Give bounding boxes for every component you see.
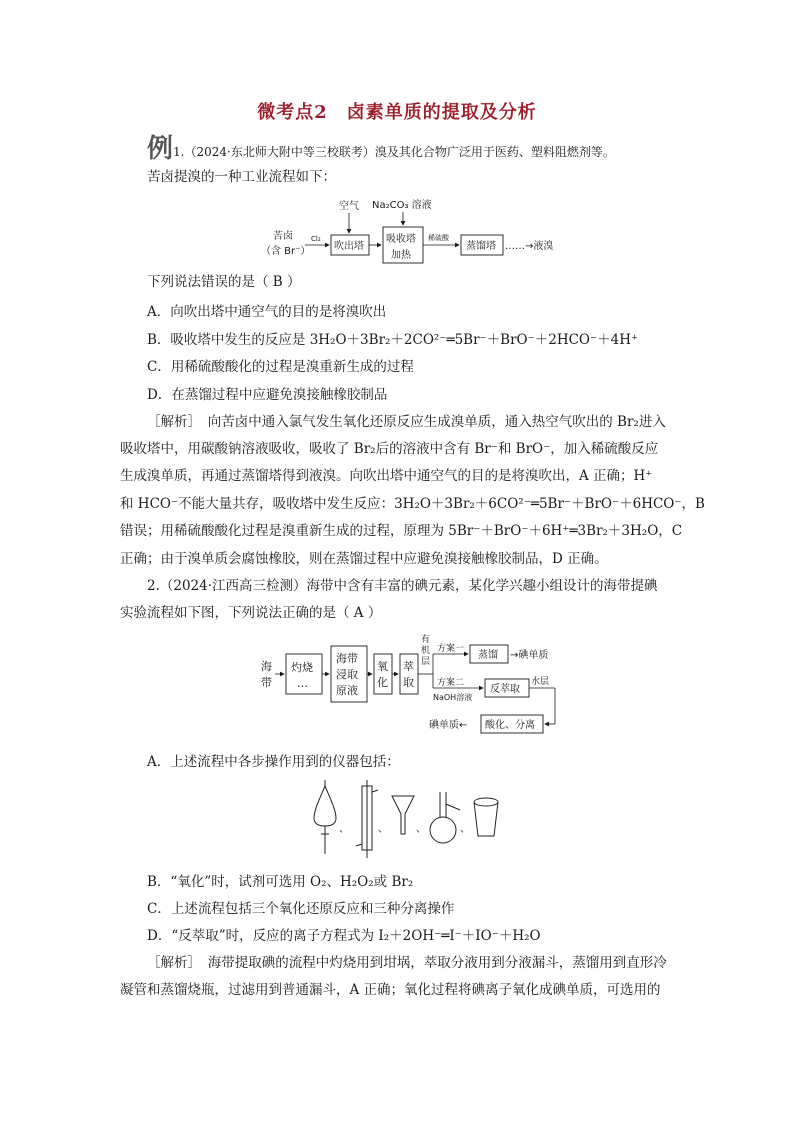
q2-stem-line1: 2.（2024·江西高三检测）海带中含有丰富的碘元素，某化学兴趣小组设计的海带提碘 [147,578,658,594]
q2-analysis-line2: 凝管和蒸馏烧瓶，过滤用到普通漏斗，A 正确；氧化过程将碘离子氧化成碘单质，可选用的 [120,982,661,998]
apparatus-separator-2: 、 [378,824,388,835]
flow1-cl2-label: Cl₂ [311,235,321,243]
q1-question: 下列说法错误的是（ B ） [147,274,301,290]
distilling-flask-icon [430,792,460,843]
example-mark: 例 [147,134,174,164]
apparatus-separator-1: 、 [339,824,349,835]
flow2-plan2: 方案二 [437,678,465,688]
flow1-product: ……→液溴 [505,241,554,252]
flow1-absorb-line1: 吸收塔 [386,234,416,245]
q1-analysis-line4: 和 HCO⁻不能大量共存，吸收塔中发生反应：3H₂O＋3Br₂＋6CO²⁻═5Br⁻＋BrO⁻＋6HCO⁻，B [120,496,705,512]
flow2-leach-2: 浸取 [336,668,358,681]
q1-analysis-line6: 正确；由于溴单质会腐蚀橡胶，则在蒸馏过程中应避免溴接触橡胶制品，D 正确。 [120,551,608,567]
flow1-source-line2: （含 Br⁻） [261,246,311,257]
flow2-kelp-1: 海 [261,660,272,673]
flow2-leach-3: 原液 [336,684,358,697]
flow2-back-extract: 反萃取 [490,684,520,695]
flow1-na2co3-label: Na₂CO₃ 溶液 [372,200,432,211]
q2-option-b: B．“氧化”时，试剂可选用 O₂、H₂O₂或 Br₂ [147,874,414,890]
flow2-acidify: 酸化、分离 [485,720,535,731]
page-title: 微考点2 卤素单质的提取及分析 [257,102,537,123]
flow2-iodine-out1: →碘单质 [510,650,549,661]
q1-option-a: A．向吹出塔中通空气的目的是将溴吹出 [147,304,387,320]
flow2-oxidize-1: 氧 [377,660,388,673]
flow2-organic-3: 层 [421,657,431,667]
flow2-burn-line2: … [297,677,308,690]
apparatus-illustration [310,780,510,860]
flow1-absorb-line2: 加热 [391,250,411,261]
flow2-distill: 蒸馏 [478,650,498,661]
apparatus-separator-3: 、 [416,824,426,835]
flow2-oxidize-2: 化 [377,676,388,689]
flow2-organic-1: 有 [421,635,431,645]
apparatus-separator-4: 、 [460,824,470,835]
flow2-organic-2: 机 [421,646,431,656]
q1-analysis-line1: ［解析］ 向苦卤中通入氯气发生氧化还原反应生成溴单质，通入热空气吹出的 Br₂进入 [147,414,666,430]
q1-stem-row [147,128,615,165]
flow2-iodine-out2: 碘单质← [429,720,468,731]
flow2-kelp-2: 带 [261,676,272,689]
flow2-burn-line1: 灼烧 [291,661,313,674]
q1-stem-line2: 苦卤提溴的一种工业流程如下： [147,169,336,185]
q1-analysis-line5: 错误；用稀硫酸酸化过程是溴重新生成的过程，原理为 5Br⁻＋BrO⁻＋6H⁺═3Br₂＋3H₂O，C [120,523,683,539]
q1-option-c: C．用稀硫酸酸化的过程是溴重新生成的过程 [147,359,414,375]
q2-stem-line2: 实验流程如下图，下列说法正确的是（ A ） [120,605,382,621]
flow2-leach-1: 海带 [336,652,358,665]
q1-analysis-line2: 吸收塔中，用碳酸钠溶液吸收，吸收了 Br₂后的溶液中含有 Br⁻和 BrO⁻，加入稀硫酸反应 [120,441,659,457]
q2-analysis-line1: ［解析］ 海带提取碘的流程中灼烧用到坩埚，萃取分液用到分液漏斗，蒸馏用到直形冷 [147,955,667,971]
q1-option-d: D．在蒸馏过程中应避免溴接触橡胶制品 [147,387,388,403]
flow1-air-label: 空气 [339,201,359,212]
q1-option-b: B．吸收塔中发生的反应是 3H₂O＋3Br₂＋2CO²⁻═5Br⁻＋BrO⁻＋2HCO⁻＋4H⁺ [147,332,639,348]
q2-flow-diagram [255,632,565,744]
q1-flow-diagram [255,195,565,265]
q1-stem-line1: 1.（2024·东北师大附中等三校联考）溴及其化合物广泛用于医药、塑料阻燃剂等。 [173,145,615,159]
flow2-naoh: NaOH溶液 [433,693,473,702]
flow1-dilute-acid: 稀硫酸 [428,234,449,242]
q2-option-a: A．上述流程中各步操作用到的仪器包括： [147,754,400,770]
flow1-distill-tower: 蒸馏塔 [466,241,496,252]
flow1-source-line1: 苦卤 [273,231,293,242]
separatory-funnel-icon [314,780,336,854]
q2-option-d: D．“反萃取”时，反应的离子方程式为 I₂＋2OH⁻═I⁻＋IO⁻＋H₂O [147,928,541,944]
funnel-icon [392,796,414,834]
q2-option-c: C．上述流程包括三个氧化还原反应和三种分离操作 [147,901,455,917]
q1-analysis-line3: 生成溴单质，再通过蒸馏塔得到液溴。向吹出塔中通空气的目的是将溴吹出，A 正确；H⁺ [120,468,653,484]
flow1-blow-tower: 吹出塔 [334,241,364,252]
flow2-plan1: 方案一 [437,644,465,654]
flow2-water-layer: 水层 [531,677,550,687]
flow2-extract-2: 取 [403,676,414,689]
condenser-icon [356,780,378,858]
flow2-extract-1: 萃 [403,660,414,673]
crucible-icon [474,798,498,836]
